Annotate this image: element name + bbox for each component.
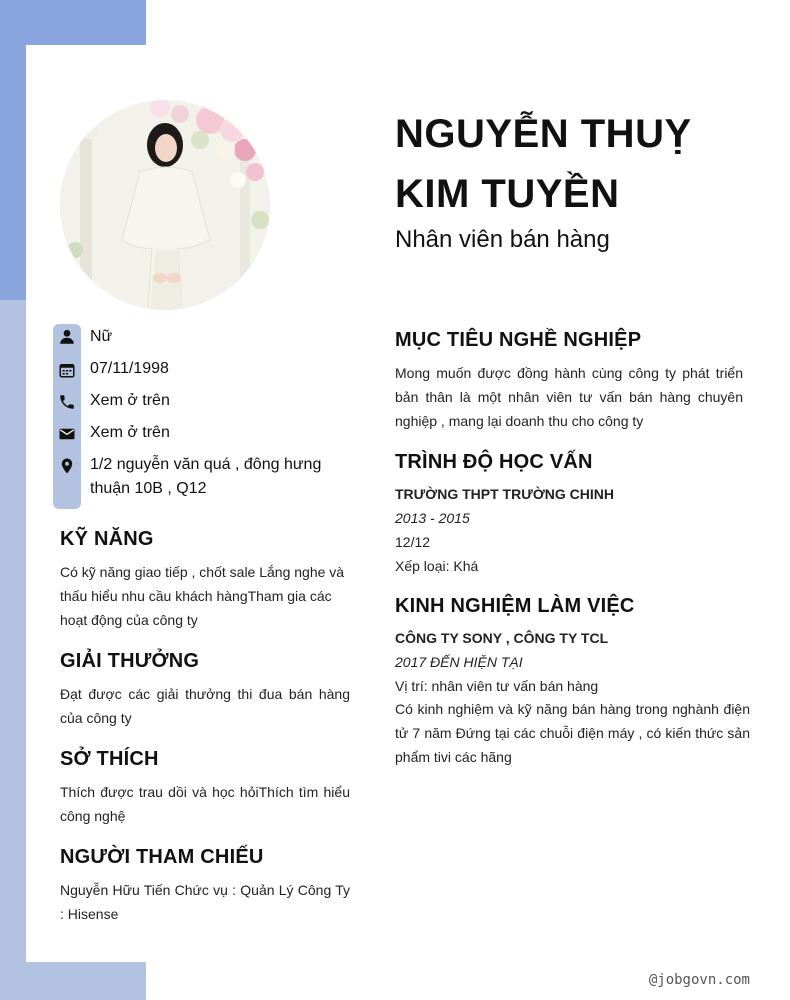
experience-position: Vị trí: nhân viên tư vấn bán hàng (395, 678, 599, 694)
experience-description: Có kinh nghiệm và kỹ năng bán hàng trong nghành điện tử 7 năm Đứng tại các chuỗi điện máy , có kiến thức sản phẩm tivi các hãng (395, 701, 750, 765)
education-heading: TRÌNH ĐỘ HỌC VẤN (395, 451, 593, 473)
hobbies-heading: SỞ THÍCH (60, 748, 159, 770)
awards-heading: GIẢI THƯỞNG (60, 650, 200, 672)
education-school: TRƯỜNG THPT TRƯỜNG CHINH (395, 486, 614, 502)
experience-company: CÔNG TY SONY , CÔNG TY TCL (395, 630, 609, 646)
name-line-1: NGUYỄN THUỴ (395, 112, 692, 156)
name-line-2: KIM TUYỀN (395, 172, 620, 216)
candidate-name (395, 104, 775, 224)
email-value: Xem ở trên (90, 424, 170, 441)
skills-text: Có kỹ năng giao tiếp , chốt sale Lắng nghe và thấu hiểu nhu cầu khách hàngTham gia các hoạt động của công ty (60, 564, 345, 628)
education-grade: 12/12 (395, 534, 431, 550)
references-heading: NGƯỜI THAM CHIẾU (60, 846, 264, 868)
education-period: 2013 - 2015 (395, 510, 470, 526)
profile-photo (60, 100, 270, 310)
objective-text: Mong muốn được đồng hành cùng công ty phát triển bản thân là một nhân viên tư vấn bán hàng chuyên nghiệp , mang lại doanh thu cho công ty (395, 365, 743, 429)
person-icon (58, 328, 76, 346)
address-value: 1/2 nguyễn văn quá , đông hưng thuận 10B , Q12 (90, 456, 322, 497)
awards-text: Đạt được các giải thưởng thi đua bán hàng của công ty (60, 686, 350, 726)
calendar-icon (58, 361, 76, 379)
phone-value: Xem ở trên (90, 392, 170, 409)
gender-value: Nữ (90, 328, 113, 345)
references-text: Nguyễn Hữu Tiến Chức vụ : Quản Lý Công Ty : Hisense (60, 882, 350, 922)
skills-heading: KỸ NĂNG (60, 528, 154, 550)
birthday-value: 07/11/1998 (90, 360, 169, 377)
phone-icon (58, 393, 76, 411)
education-rank: Xếp loại: Khá (395, 558, 479, 574)
job-title: Nhân viên bán hàng (395, 226, 610, 253)
mail-icon (58, 425, 76, 443)
objective-heading: MỤC TIÊU NGHỀ NGHIỆP (395, 329, 642, 351)
watermark: @jobgovn.com (648, 972, 750, 988)
location-pin-icon (58, 457, 76, 475)
hobbies-text: Thích được trau dồi và học hỏiThích tìm hiểu công nghệ (60, 784, 350, 824)
experience-period: 2017 ĐẾN HIỆN TẠI (395, 654, 523, 670)
contact-icon-bar (53, 324, 81, 509)
experience-heading: KINH NGHIỆM LÀM VIỆC (395, 595, 635, 617)
